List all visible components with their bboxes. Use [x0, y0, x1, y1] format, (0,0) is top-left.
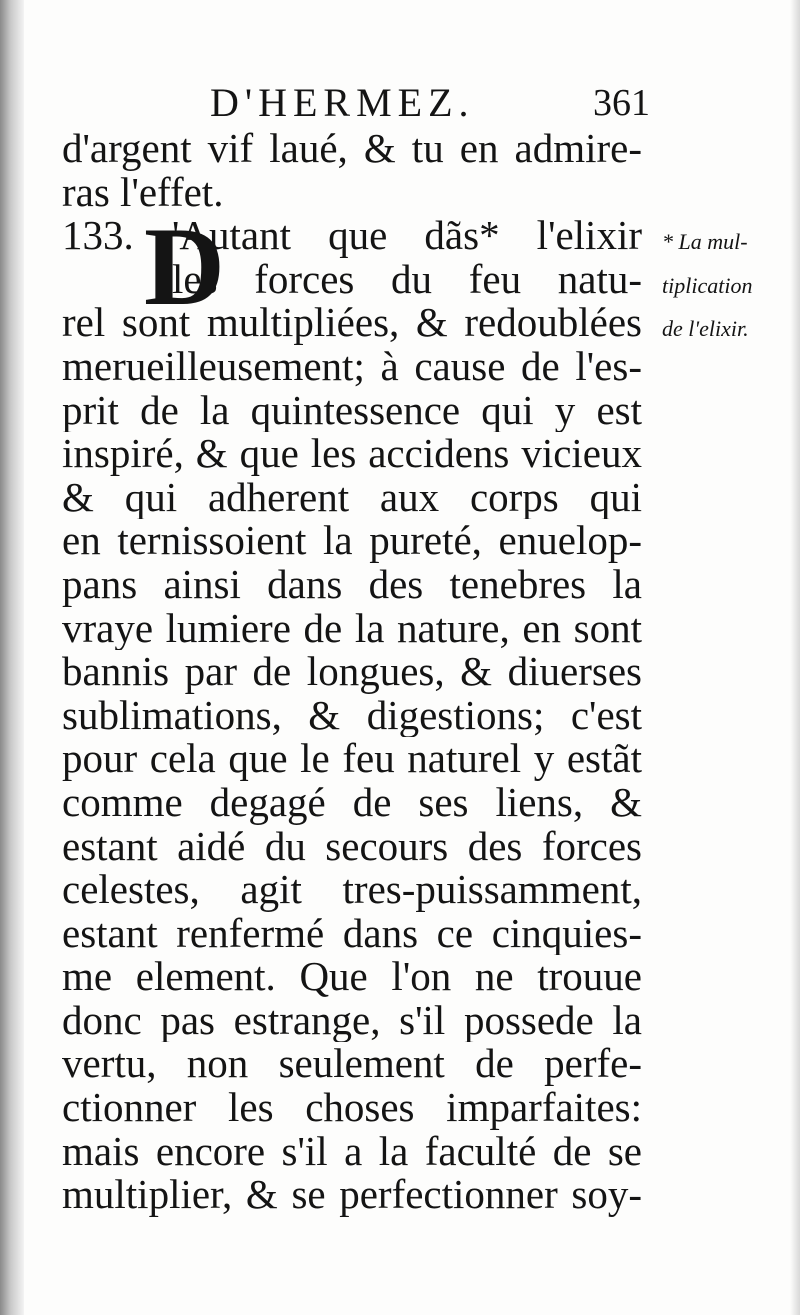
text-line: ras l'effet.	[62, 170, 224, 215]
text-line: estant aidé du secours des forces	[62, 824, 642, 869]
text-line: multiplier, & se perfectionner soy-	[62, 1173, 642, 1217]
text-line: les forces du feu natu-	[172, 257, 642, 302]
text-line: comme degagé de ses liens, &	[62, 780, 642, 825]
text-line: rel sont multipliées, & redoublées	[62, 301, 642, 345]
body-text	[62, 127, 642, 1217]
text-line: donc pas estrange, s'il possede la	[62, 998, 642, 1043]
page-number: 361	[593, 82, 650, 124]
margin-note-line: de l'elixir.	[662, 316, 749, 342]
text-line: celestes, agit tres-puissamment,	[62, 868, 642, 912]
text-line: & qui adherent aux corps qui	[62, 475, 642, 520]
running-title: D'HERMEZ.	[210, 80, 475, 125]
text-line: sublimations, & digestions; c'est	[62, 693, 642, 738]
text-line: estant renfermé dans ce cinquies-	[62, 911, 642, 956]
text-line: ctionner les choses imparfaites:	[62, 1086, 642, 1130]
gutter-shadow	[0, 0, 24, 1315]
text-line-fragment: 'Autant que dãs* l'elixir	[172, 214, 642, 258]
text-line: d'argent vif laué, & tu en admire-	[62, 127, 642, 171]
text-line: pour cela que le feu naturel y estãt	[62, 737, 642, 781]
text-line: prit de la quintessence qui y est	[62, 388, 642, 433]
drop-cap: D	[144, 205, 225, 329]
text-line: pans ainsi dans des tenebres la	[62, 562, 642, 607]
text-line: mais encore s'il a la faculté de se	[62, 1129, 642, 1174]
text-line: vraye lumiere de la nature, en sont	[62, 606, 642, 651]
text-line: me element. Que l'on ne trouue	[62, 955, 642, 999]
text-line: inspiré, & que les accidens vicieux	[62, 432, 642, 476]
margin-note-line: tiplication	[662, 272, 753, 298]
page-edge-shadow	[790, 0, 800, 1315]
text-line: vertu, non seulement de perfe-	[62, 1042, 642, 1087]
paragraph-number: 133.	[62, 214, 134, 258]
running-head	[60, 78, 650, 128]
text-line: merueilleusement; à cause de l'es-	[62, 344, 642, 389]
margin-note	[662, 220, 798, 351]
text-line: en ternissoient la pureté, enuelop-	[62, 519, 642, 563]
margin-note-line: * La mul-	[662, 229, 748, 254]
text-line: bannis par de longues, & diuerses	[62, 650, 642, 694]
